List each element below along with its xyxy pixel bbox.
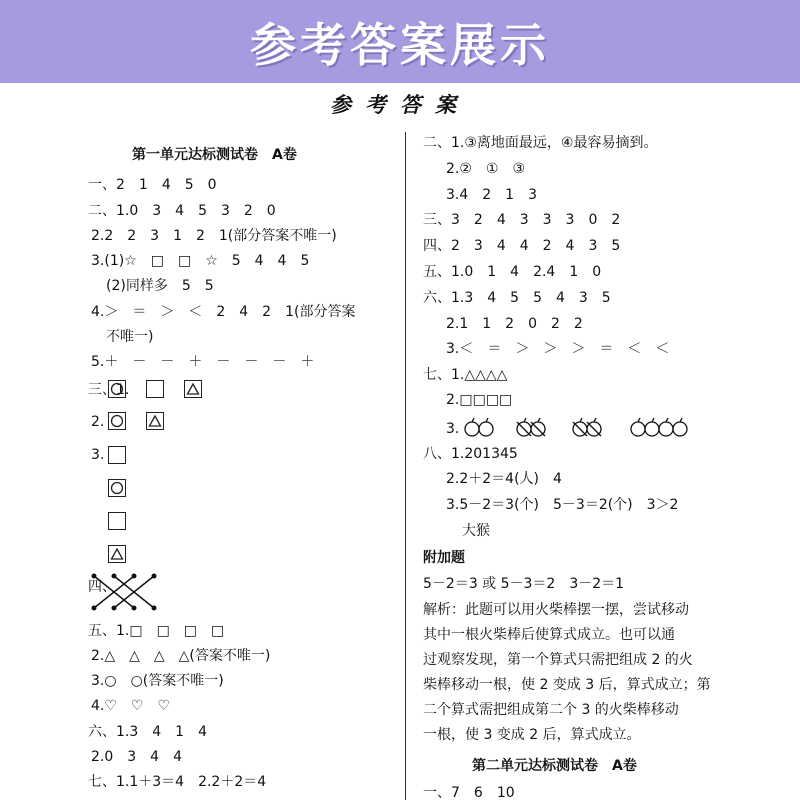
- banner-title: 参考答案展示: [250, 17, 550, 72]
- answer-line: 三、3 2 4 3 3 3 0 2: [423, 212, 621, 228]
- square-icon: [108, 446, 126, 464]
- answer-line: 2.: [91, 414, 105, 430]
- answer-line: 4.＞ ＝ ＞ ＜ 2 4 2 1(部分答案: [91, 304, 356, 320]
- answer-line: 5－2＝3 或 5－3＝2 3－2＝1: [423, 576, 625, 592]
- answer-line: 3.○ ○(答案不唯一): [91, 673, 224, 689]
- extra-question-title: 附加题: [423, 550, 465, 566]
- unit-title: 第二单元达标测试卷 A卷: [472, 758, 637, 774]
- answer-line: 2.1 1 2 0 2 2: [446, 316, 583, 332]
- banner: [0, 0, 800, 83]
- shape-row: [108, 380, 214, 398]
- answer-line: 七、1.△△△△: [423, 367, 508, 383]
- unit-title: 第一单元达标测试卷 A卷: [132, 147, 297, 163]
- triangle-in-square-icon: [108, 545, 126, 563]
- explanation-line: 柴棒移动一根，使 2 变成 3 后，算式成立；第: [423, 677, 711, 693]
- circle-in-square-icon: [108, 412, 126, 430]
- answer-line: (2)同样多 5 5: [106, 278, 214, 294]
- circle-in-square-icon: [108, 380, 126, 398]
- answer-line: 不唯一): [106, 329, 154, 345]
- answer-line: 3.5－2＝3(个) 5－3＝2(个) 3＞2: [446, 497, 679, 513]
- square-icon: [146, 380, 164, 398]
- answer-line: 七、1.1＋3＝4 2.2＋2＝4: [88, 774, 267, 790]
- answer-line: 2.2＋2＝4(人) 4: [446, 471, 562, 487]
- answer-line: 一、2 1 4 5 0: [88, 177, 217, 193]
- answer-line: 2.② ① ③: [446, 161, 526, 177]
- explanation-line: 解析：此题可以用火柴棒摆一摆，尝试移动: [423, 602, 689, 618]
- answer-line: 4.♡ ♡ ♡: [91, 698, 171, 714]
- shape-column: [108, 444, 138, 576]
- square-icon: [108, 512, 126, 530]
- answer-line: 五、1.0 1 4 2.4 1 0: [423, 264, 602, 280]
- answer-line: 2.△ △ △ △(答案不唯一): [91, 648, 271, 664]
- column-divider: [405, 132, 406, 800]
- matching-lines-diagram: [86, 570, 166, 614]
- explanation-line: 过观察发现，第一个算式只需把组成 2 的火: [423, 652, 693, 668]
- answer-line: 二、1.③离地面最远，④最容易摘到。: [423, 135, 658, 151]
- triangle-in-square-icon: [146, 412, 164, 430]
- shape-row: [108, 412, 176, 430]
- explanation-line: 一根，使 3 变成 2 后，算式成立。: [423, 727, 641, 743]
- fruit-drawings: [462, 414, 702, 442]
- answer-line: 3.＜ ＝ ＞ ＞ ＞ ＝ ＜ ＜: [446, 341, 670, 357]
- answer-line: 大猴: [462, 523, 490, 539]
- answer-line: 三、1.: [88, 382, 130, 398]
- circle-in-square-icon: [108, 479, 126, 497]
- answer-line: 3.: [446, 421, 460, 437]
- answer-line: 四、: [88, 579, 116, 595]
- answer-line: 五、1.□ □ □ □: [88, 623, 225, 639]
- answer-line: 二、1.0 3 4 5 3 2 0: [88, 203, 276, 219]
- explanation-line: 二个算式需把组成第二个 3 的火柴棒移动: [423, 702, 679, 718]
- answer-line: 2.2 2 3 1 2 1(部分答案不唯一): [91, 228, 337, 244]
- answer-line: 2.0 3 4 4: [91, 749, 182, 765]
- answer-line: 5.＋ － － ＋ － － － ＋: [91, 354, 315, 370]
- answer-line: 四、2 3 4 4 2 4 3 5: [423, 238, 621, 254]
- answer-line: 一、7 6 10: [423, 785, 515, 801]
- answer-line: 八、1.201345: [423, 446, 518, 462]
- explanation-line: 其中一根火柴棒后使算式成立。也可以通: [423, 627, 675, 643]
- answer-line: 六、1.3 4 5 5 4 3 5: [423, 290, 611, 306]
- answer-line: 3.(1)☆ □ □ ☆ 5 4 4 5: [91, 253, 310, 269]
- answer-line: 2.□□□□: [446, 392, 513, 408]
- answer-line: 3.: [91, 447, 105, 463]
- triangle-in-square-icon: [184, 380, 202, 398]
- answer-line: 六、1.3 4 1 4: [88, 724, 207, 740]
- document-title: 参考答案: [330, 92, 470, 117]
- answer-line: 3.4 2 1 3: [446, 187, 537, 203]
